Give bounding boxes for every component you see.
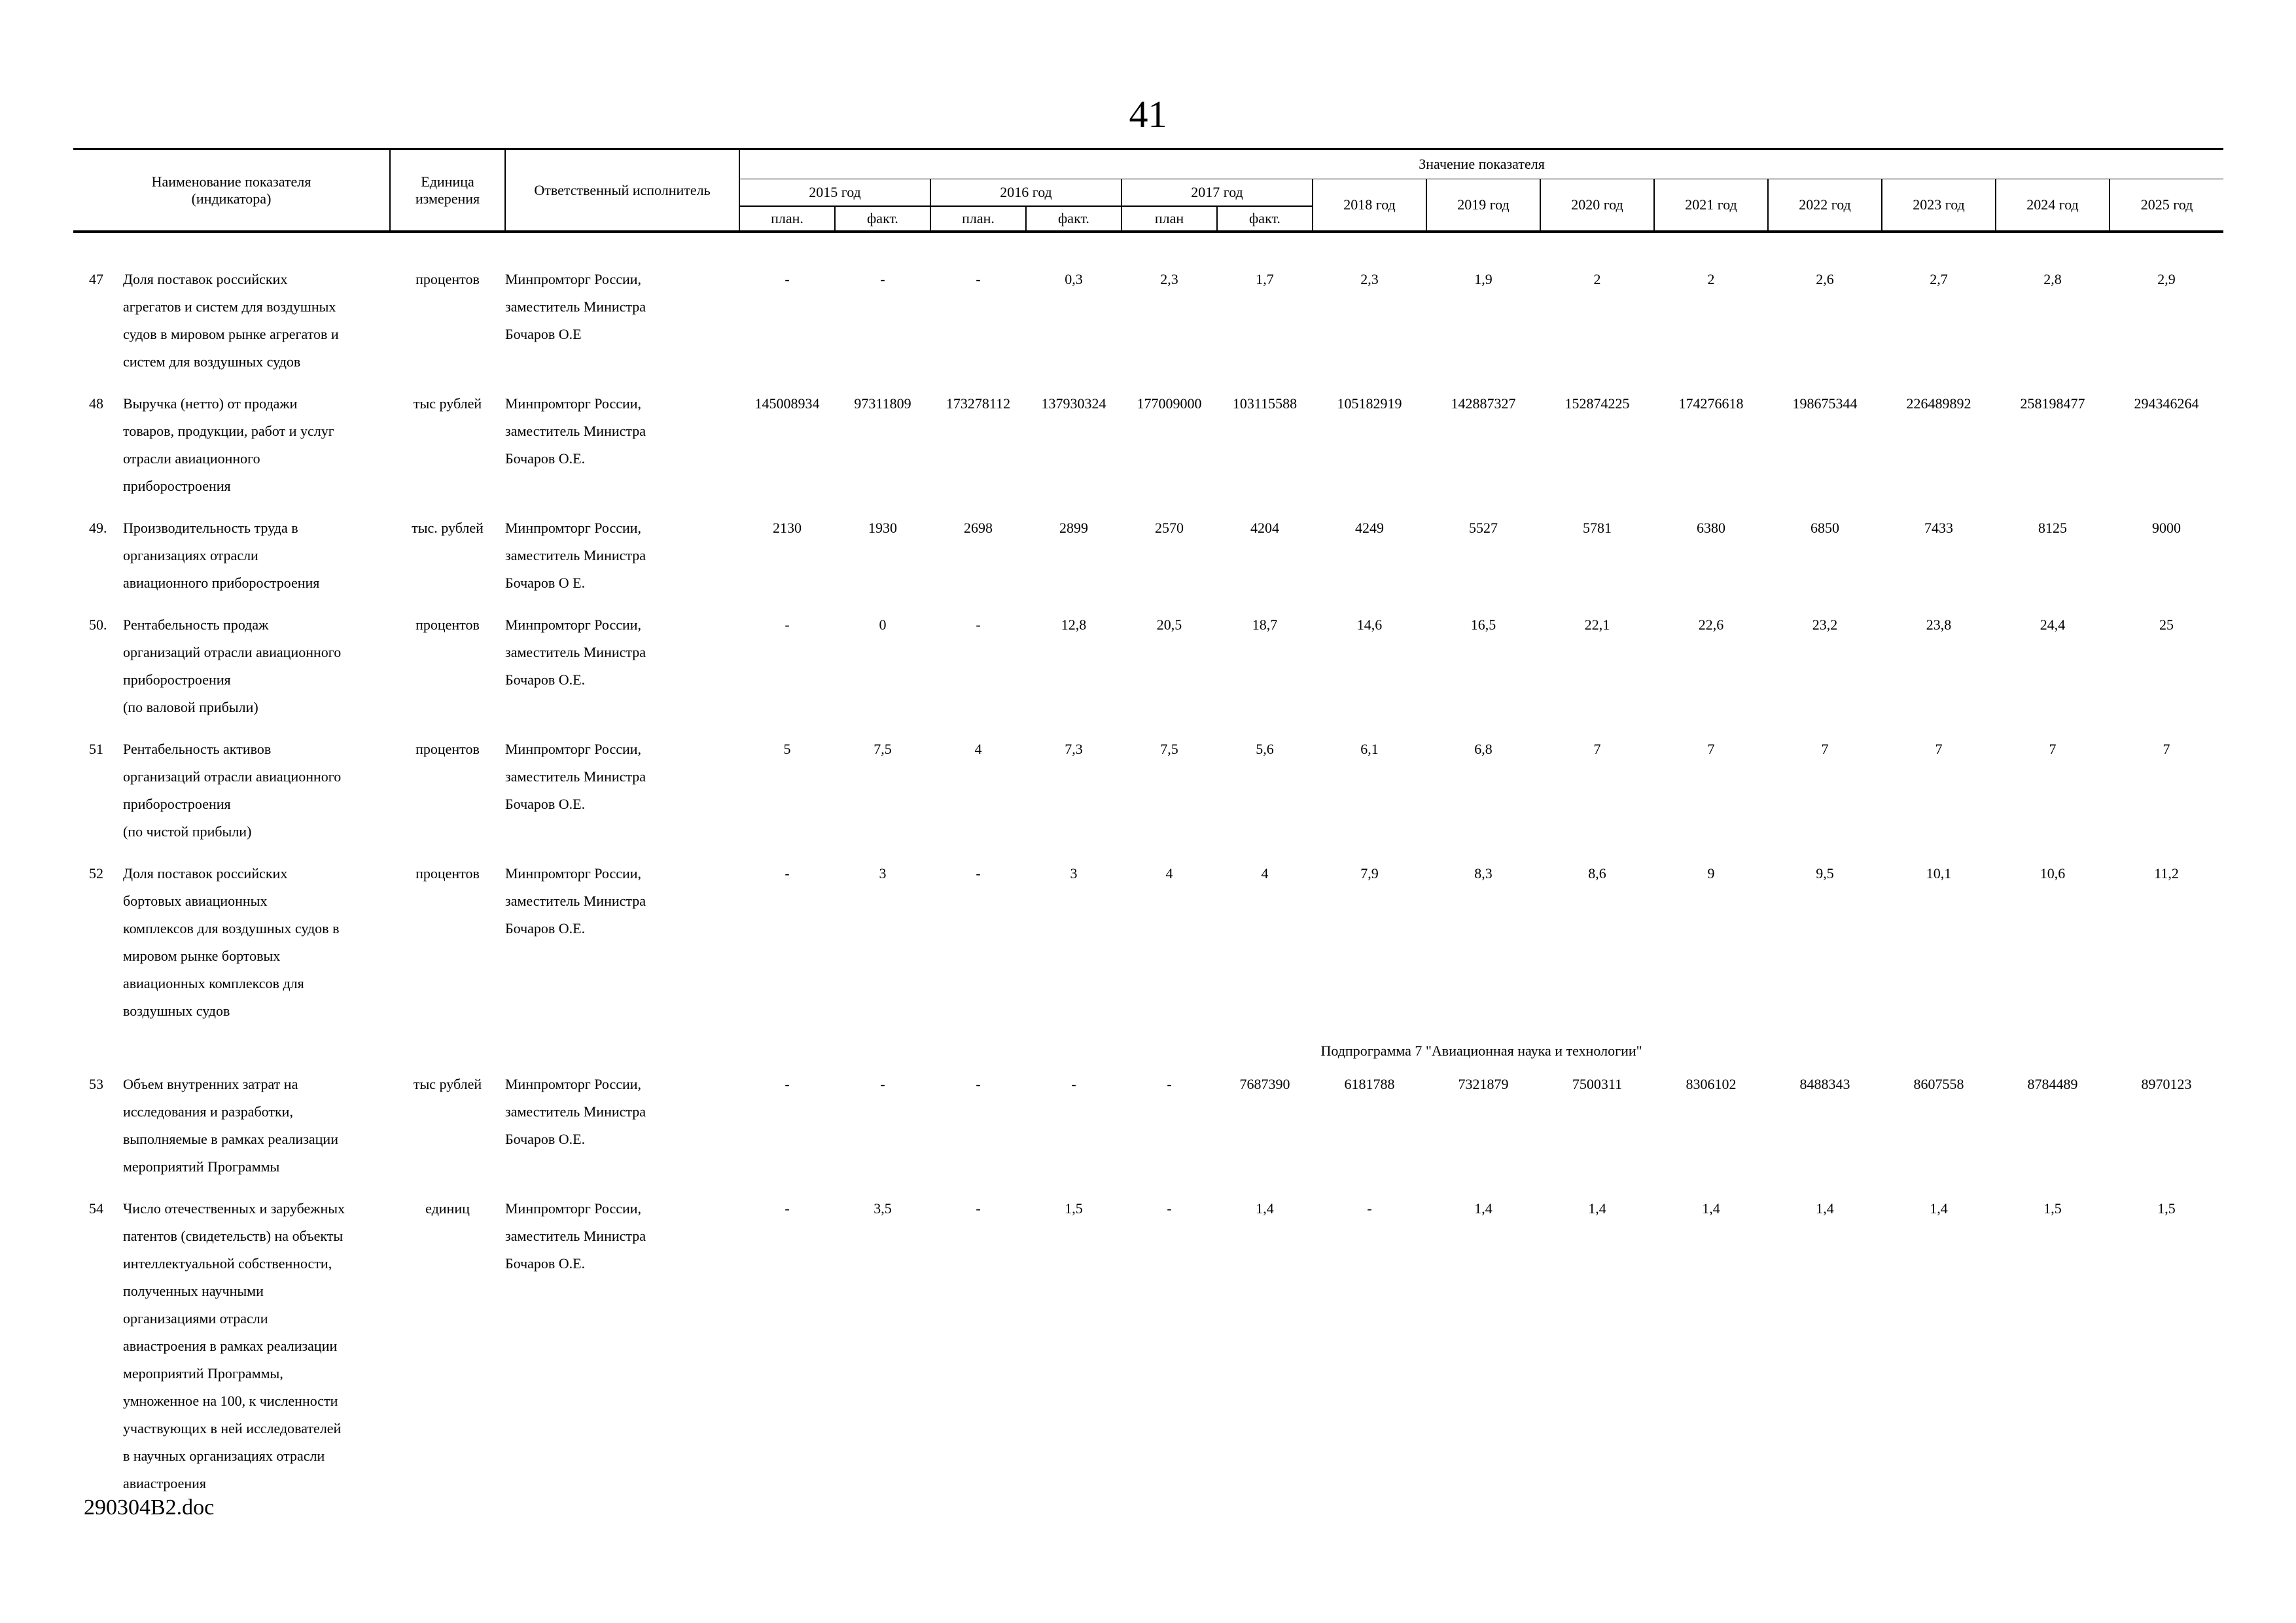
unit-cell: единиц xyxy=(425,1200,470,1217)
executor-cell xyxy=(505,266,739,390)
table-row xyxy=(73,1195,2223,1512)
value-cell: 2 xyxy=(1707,271,1715,287)
indicator-name-line: авиастроения xyxy=(123,1475,207,1491)
executor-line: заместитель Министра xyxy=(505,547,646,563)
value-cell: - xyxy=(1167,1200,1172,1217)
value-cell: 142887327 xyxy=(1451,395,1516,412)
executor-line: Минпромторг России, xyxy=(505,520,642,536)
value-cell: 3 xyxy=(879,865,887,882)
value-cell: 11,2 xyxy=(2154,865,2179,882)
value-cell: - xyxy=(976,865,981,882)
value-cell: 6380 xyxy=(1697,520,1725,536)
value-cell: 9,5 xyxy=(1816,865,1834,882)
executor-line: Бочаров О Е. xyxy=(505,575,586,591)
value-cell: 8488343 xyxy=(1799,1076,1850,1092)
executor-line: Минпромторг России, xyxy=(505,616,642,633)
value-cell: 1,9 xyxy=(1474,271,1492,287)
executor-line: заместитель Министра xyxy=(505,644,646,660)
indicator-name-line: Рентабельность продаж xyxy=(123,616,269,633)
value-cell: 137930324 xyxy=(1041,395,1106,412)
col-header-2016-fact: факт. xyxy=(1026,206,1122,232)
value-cell: 8,3 xyxy=(1474,865,1492,882)
value-cell: 1,4 xyxy=(1816,1200,1834,1217)
col-header-name: Наименование показателя (индикатора) xyxy=(73,149,390,232)
indicator-name xyxy=(123,1071,338,1181)
indicator-name xyxy=(123,736,341,846)
executor-line: Минпромторг России, xyxy=(505,271,642,287)
indicator-name xyxy=(123,514,319,597)
indicator-name-line: мировом рынке бортовых xyxy=(123,948,281,964)
executor-line: заместитель Министра xyxy=(505,1103,646,1120)
executor-line: заместитель Министра xyxy=(505,423,646,439)
executor-cell xyxy=(505,1195,739,1512)
executor-cell xyxy=(505,390,739,514)
executor-line: Минпромторг России, xyxy=(505,395,642,412)
value-cell: 5781 xyxy=(1583,520,1612,536)
page-number: 41 xyxy=(1129,93,1167,135)
value-cell: 1,7 xyxy=(1256,271,1274,287)
value-cell: 10,1 xyxy=(1926,865,1952,882)
value-cell: 198675344 xyxy=(1792,395,1858,412)
value-cell: 4204 xyxy=(1250,520,1279,536)
value-cell: 4 xyxy=(974,741,982,757)
row-number: 48 xyxy=(89,395,103,412)
row-number: 50. xyxy=(89,616,107,633)
row-number: 47 xyxy=(89,271,103,287)
subprogram-section xyxy=(73,1039,2223,1071)
value-cell: 6,8 xyxy=(1474,741,1492,757)
value-cell: 226489892 xyxy=(1906,395,1971,412)
indicator-name-cell xyxy=(73,390,390,514)
indicator-name-line: исследования и разработки, xyxy=(123,1103,293,1120)
col-header-2017-fact: факт. xyxy=(1217,206,1313,232)
indicator-name-line: мероприятий Программы, xyxy=(123,1365,283,1382)
indicator-name xyxy=(123,266,339,376)
executor-line: Бочаров О.Е xyxy=(505,326,582,342)
value-cell: 6850 xyxy=(1810,520,1839,536)
value-cell: 2570 xyxy=(1155,520,1184,536)
value-cell: 5,6 xyxy=(1256,741,1274,757)
unit-cell: тыс. рублей xyxy=(412,520,484,536)
value-cell: 2,6 xyxy=(1816,271,1834,287)
value-cell: 2,9 xyxy=(2157,271,2176,287)
row-number: 52 xyxy=(89,865,103,882)
value-cell: 173278112 xyxy=(945,395,1011,412)
value-cell: 1,4 xyxy=(1930,1200,1948,1217)
unit-cell: процентов xyxy=(415,865,480,882)
executor-cell xyxy=(505,514,739,611)
indicator-name-line: (по валовой прибыли) xyxy=(123,699,258,715)
table-body-subprogram xyxy=(73,1071,2223,1512)
value-cell: 7687390 xyxy=(1239,1076,1290,1092)
value-cell: 294346264 xyxy=(2134,395,2199,412)
value-cell: 5527 xyxy=(1469,520,1498,536)
col-header-unit: Единица измерения xyxy=(390,149,505,232)
value-cell: 23,8 xyxy=(1926,616,1952,633)
document-filename: 290304B2.doc xyxy=(84,1495,215,1520)
table-row xyxy=(73,611,2223,736)
value-cell: 7 xyxy=(1935,741,1943,757)
col-header-2017-plan: план xyxy=(1122,206,1217,232)
value-cell: 2,7 xyxy=(1930,271,1948,287)
value-cell: 1,4 xyxy=(1588,1200,1606,1217)
table-row xyxy=(73,266,2223,390)
value-cell: 2899 xyxy=(1059,520,1088,536)
value-cell: 7,5 xyxy=(874,741,892,757)
value-cell: 145008934 xyxy=(754,395,820,412)
indicator-name-line: бортовых авиационных xyxy=(123,893,268,909)
value-cell: 103115588 xyxy=(1232,395,1298,412)
executor-cell xyxy=(505,611,739,736)
value-cell: 2 xyxy=(1593,271,1601,287)
indicator-name-line: Число отечественных и зарубежных xyxy=(123,1200,345,1217)
row-number: 51 xyxy=(89,741,103,757)
indicator-name-line: воздушных судов xyxy=(123,1003,230,1019)
value-cell: - xyxy=(785,865,790,882)
value-cell: 1,5 xyxy=(2157,1200,2176,1217)
value-cell: 4 xyxy=(1261,865,1269,882)
value-cell: - xyxy=(1367,1200,1372,1217)
value-cell: 6,1 xyxy=(1360,741,1379,757)
col-header-2025: 2025 год xyxy=(2110,179,2223,232)
unit-cell: тыс рублей xyxy=(413,395,482,412)
indicator-name-line: Выручка (нетто) от продажи xyxy=(123,395,298,412)
col-header-2015: 2015 год xyxy=(739,179,930,207)
value-cell: 7,5 xyxy=(1160,741,1178,757)
value-cell: 14,6 xyxy=(1356,616,1383,633)
indicator-name-line: судов в мировом рынке агрегатов и xyxy=(123,326,339,342)
executor-line: заместитель Министра xyxy=(505,1228,646,1244)
value-cell: 5 xyxy=(783,741,791,757)
unit-cell: тыс рублей xyxy=(413,1076,482,1092)
indicator-name-line: организаций отрасли авиационного xyxy=(123,644,342,660)
col-header-2018: 2018 год xyxy=(1313,179,1426,232)
table-row xyxy=(73,1071,2223,1195)
indicator-name-cell xyxy=(73,514,390,611)
executor-line: Минпромторг России, xyxy=(505,865,642,882)
indicator-name-line: мероприятий Программы xyxy=(123,1158,280,1175)
value-cell: 3,5 xyxy=(874,1200,892,1217)
value-cell: 20,5 xyxy=(1156,616,1182,633)
value-cell: - xyxy=(785,616,790,633)
value-cell: 152874225 xyxy=(1564,395,1630,412)
indicator-name-line: (по чистой прибыли) xyxy=(123,823,252,840)
value-cell: 8607558 xyxy=(1913,1076,1964,1092)
indicator-name-line: отрасли авиационного xyxy=(123,450,260,467)
indicator-name-cell xyxy=(73,1195,390,1512)
col-header-2016: 2016 год xyxy=(930,179,1122,207)
value-cell: 6181788 xyxy=(1344,1076,1395,1092)
value-cell: 1,5 xyxy=(2043,1200,2062,1217)
value-cell: 10,6 xyxy=(2040,865,2066,882)
col-header-2016-plan: план. xyxy=(930,206,1026,232)
col-header-value-caption: Значение показателя xyxy=(739,149,2223,179)
value-cell: 8784489 xyxy=(2027,1076,2078,1092)
col-header-2017: 2017 год xyxy=(1122,179,1313,207)
value-cell: 8125 xyxy=(2038,520,2067,536)
indicator-name-line: приборостроения xyxy=(123,796,231,812)
row-number: 53 xyxy=(89,1076,103,1092)
indicator-name xyxy=(123,1195,345,1497)
unit-cell: процентов xyxy=(415,271,480,287)
value-cell: - xyxy=(976,1200,981,1217)
value-cell: 4249 xyxy=(1355,520,1384,536)
executor-cell xyxy=(505,736,739,860)
col-header-2020: 2020 год xyxy=(1540,179,1654,232)
indicator-name-line: организациями отрасли xyxy=(123,1310,268,1327)
value-cell: 9 xyxy=(1707,865,1715,882)
value-cell: 7,9 xyxy=(1360,865,1379,882)
value-cell: - xyxy=(976,616,981,633)
indicator-name-line: полученных научными xyxy=(123,1283,264,1299)
indicator-name-line: агрегатов и систем для воздушных xyxy=(123,298,336,315)
value-cell: 0,3 xyxy=(1065,271,1083,287)
indicator-name xyxy=(123,611,341,721)
value-cell: 1,4 xyxy=(1702,1200,1720,1217)
col-header-2015-plan: план. xyxy=(739,206,835,232)
indicators-table xyxy=(73,148,2223,1512)
value-cell: 4 xyxy=(1165,865,1173,882)
value-cell: 25 xyxy=(2159,616,2174,633)
value-cell: 174276618 xyxy=(1678,395,1744,412)
value-cell: 1930 xyxy=(868,520,897,536)
indicator-name-line: авиастроения в рамках реализации xyxy=(123,1338,338,1354)
value-cell: 16,5 xyxy=(1470,616,1496,633)
value-cell: 8306102 xyxy=(1686,1076,1737,1092)
indicator-name-line: авиационного приборостроения xyxy=(123,575,320,591)
table-row xyxy=(73,860,2223,1039)
indicator-name-line: авиационных комплексов для xyxy=(123,975,304,991)
value-cell: 1,4 xyxy=(1474,1200,1492,1217)
value-cell: 177009000 xyxy=(1137,395,1202,412)
value-cell: - xyxy=(785,271,790,287)
value-cell: - xyxy=(785,1200,790,1217)
executor-line: Бочаров О.Е. xyxy=(505,1131,586,1147)
indicator-name-line: Рентабельность активов xyxy=(123,741,272,757)
value-cell: 1,5 xyxy=(1065,1200,1083,1217)
col-header-2024: 2024 год xyxy=(1996,179,2110,232)
executor-line: Бочаров О.Е. xyxy=(505,1255,586,1272)
value-cell: 0 xyxy=(879,616,887,633)
col-header-2023: 2023 год xyxy=(1882,179,1996,232)
indicator-name-line: Доля поставок российских xyxy=(123,271,288,287)
indicator-name xyxy=(123,390,334,500)
value-cell: 2,8 xyxy=(2043,271,2062,287)
value-cell: 7433 xyxy=(1924,520,1953,536)
value-cell: 7321879 xyxy=(1458,1076,1509,1092)
indicator-name-cell xyxy=(73,736,390,860)
value-cell: 23,2 xyxy=(1812,616,1838,633)
table-body xyxy=(73,232,2223,1039)
col-header-2015-fact: факт. xyxy=(835,206,930,232)
indicator-name-line: участвующих в ней исследователей xyxy=(123,1420,342,1436)
indicator-name-cell xyxy=(73,860,390,1039)
executor-line: заместитель Министра xyxy=(505,768,646,785)
indicator-name-cell xyxy=(73,266,390,390)
indicator-name-line: систем для воздушных судов xyxy=(123,353,301,370)
value-cell: 105182919 xyxy=(1337,395,1402,412)
value-cell: 12,8 xyxy=(1061,616,1087,633)
subprogram-title: Подпрограмма 7 "Авиационная наука и технологии" xyxy=(1320,1043,1642,1059)
executor-line: Бочаров О.Е. xyxy=(505,671,586,688)
value-cell: 97311809 xyxy=(854,395,911,412)
value-cell: 7500311 xyxy=(1572,1076,1623,1092)
indicator-name-line: выполняемые в рамках реализации xyxy=(123,1131,338,1147)
indicator-name-cell xyxy=(73,1071,390,1195)
indicator-name-line: приборостроения xyxy=(123,478,231,494)
executor-line: Минпромторг России, xyxy=(505,741,642,757)
executor-cell xyxy=(505,1071,739,1195)
value-cell: 7 xyxy=(2163,741,2170,757)
value-cell: 22,6 xyxy=(1698,616,1724,633)
executor-line: Минпромторг России, xyxy=(505,1200,642,1217)
value-cell: 8970123 xyxy=(2141,1076,2192,1092)
indicator-name-line: патентов (свидетельств) на объекты xyxy=(123,1228,344,1244)
value-cell: 9000 xyxy=(2152,520,2181,536)
col-header-2021: 2021 год xyxy=(1654,179,1768,232)
indicator-name-line: Объем внутренних затрат на xyxy=(123,1076,298,1092)
table-row xyxy=(73,736,2223,860)
indicator-name-line: в научных организациях отрасли xyxy=(123,1448,325,1464)
row-number: 49. xyxy=(89,520,107,536)
executor-line: заместитель Министра xyxy=(505,893,646,909)
value-cell: 7 xyxy=(1593,741,1601,757)
unit-cell: процентов xyxy=(415,616,480,633)
col-header-2022: 2022 год xyxy=(1768,179,1882,232)
executor-line: заместитель Министра xyxy=(505,298,646,315)
executor-line: Минпромторг России, xyxy=(505,1076,642,1092)
executor-line: Бочаров О.Е. xyxy=(505,796,586,812)
table-header xyxy=(73,149,2223,232)
indicator-name-line: интеллектуальной собственности, xyxy=(123,1255,332,1272)
indicator-name-line: Производительность труда в xyxy=(123,520,298,536)
unit-cell: процентов xyxy=(415,741,480,757)
value-cell: - xyxy=(976,1076,981,1092)
indicator-name-line: организаций отрасли авиационного xyxy=(123,768,342,785)
value-cell: 258198477 xyxy=(2020,395,2085,412)
value-cell: - xyxy=(976,271,981,287)
value-cell: 3 xyxy=(1070,865,1078,882)
executor-line: Бочаров О.Е. xyxy=(505,920,586,936)
value-cell: 18,7 xyxy=(1252,616,1278,633)
indicator-name-line: организациях отрасли xyxy=(123,547,258,563)
value-cell: 2,3 xyxy=(1360,271,1379,287)
row-number: 54 xyxy=(89,1200,103,1217)
value-cell: 2698 xyxy=(964,520,993,536)
value-cell: 22,1 xyxy=(1584,616,1610,633)
value-cell: 7 xyxy=(1821,741,1829,757)
value-cell: 24,4 xyxy=(2040,616,2066,633)
value-cell: 7 xyxy=(2049,741,2057,757)
value-cell: 8,6 xyxy=(1588,865,1606,882)
value-cell: - xyxy=(1167,1076,1172,1092)
value-cell: 7,3 xyxy=(1065,741,1083,757)
value-cell: - xyxy=(880,1076,885,1092)
value-cell: - xyxy=(880,271,885,287)
value-cell: - xyxy=(785,1076,790,1092)
value-cell: 2,3 xyxy=(1160,271,1178,287)
executor-line: Бочаров О.Е. xyxy=(505,450,586,467)
indicator-name-cell xyxy=(73,611,390,736)
indicator-name-line: умноженное на 100, к численности xyxy=(123,1393,338,1409)
indicator-name-line: приборостроения xyxy=(123,671,231,688)
indicator-name-line: комплексов для воздушных судов в xyxy=(123,920,340,936)
table-row xyxy=(73,390,2223,514)
col-header-executor: Ответственный исполнитель xyxy=(505,149,739,232)
executor-cell xyxy=(505,860,739,1039)
col-header-2019: 2019 год xyxy=(1426,179,1540,232)
table-row xyxy=(73,514,2223,611)
value-cell: 2130 xyxy=(773,520,802,536)
value-cell: 1,4 xyxy=(1256,1200,1274,1217)
indicator-name-line: Доля поставок российских xyxy=(123,865,288,882)
indicator-name xyxy=(123,860,339,1025)
indicator-name-line: товаров, продукции, работ и услуг xyxy=(123,423,334,439)
value-cell: - xyxy=(1071,1076,1076,1092)
value-cell: 7 xyxy=(1707,741,1715,757)
